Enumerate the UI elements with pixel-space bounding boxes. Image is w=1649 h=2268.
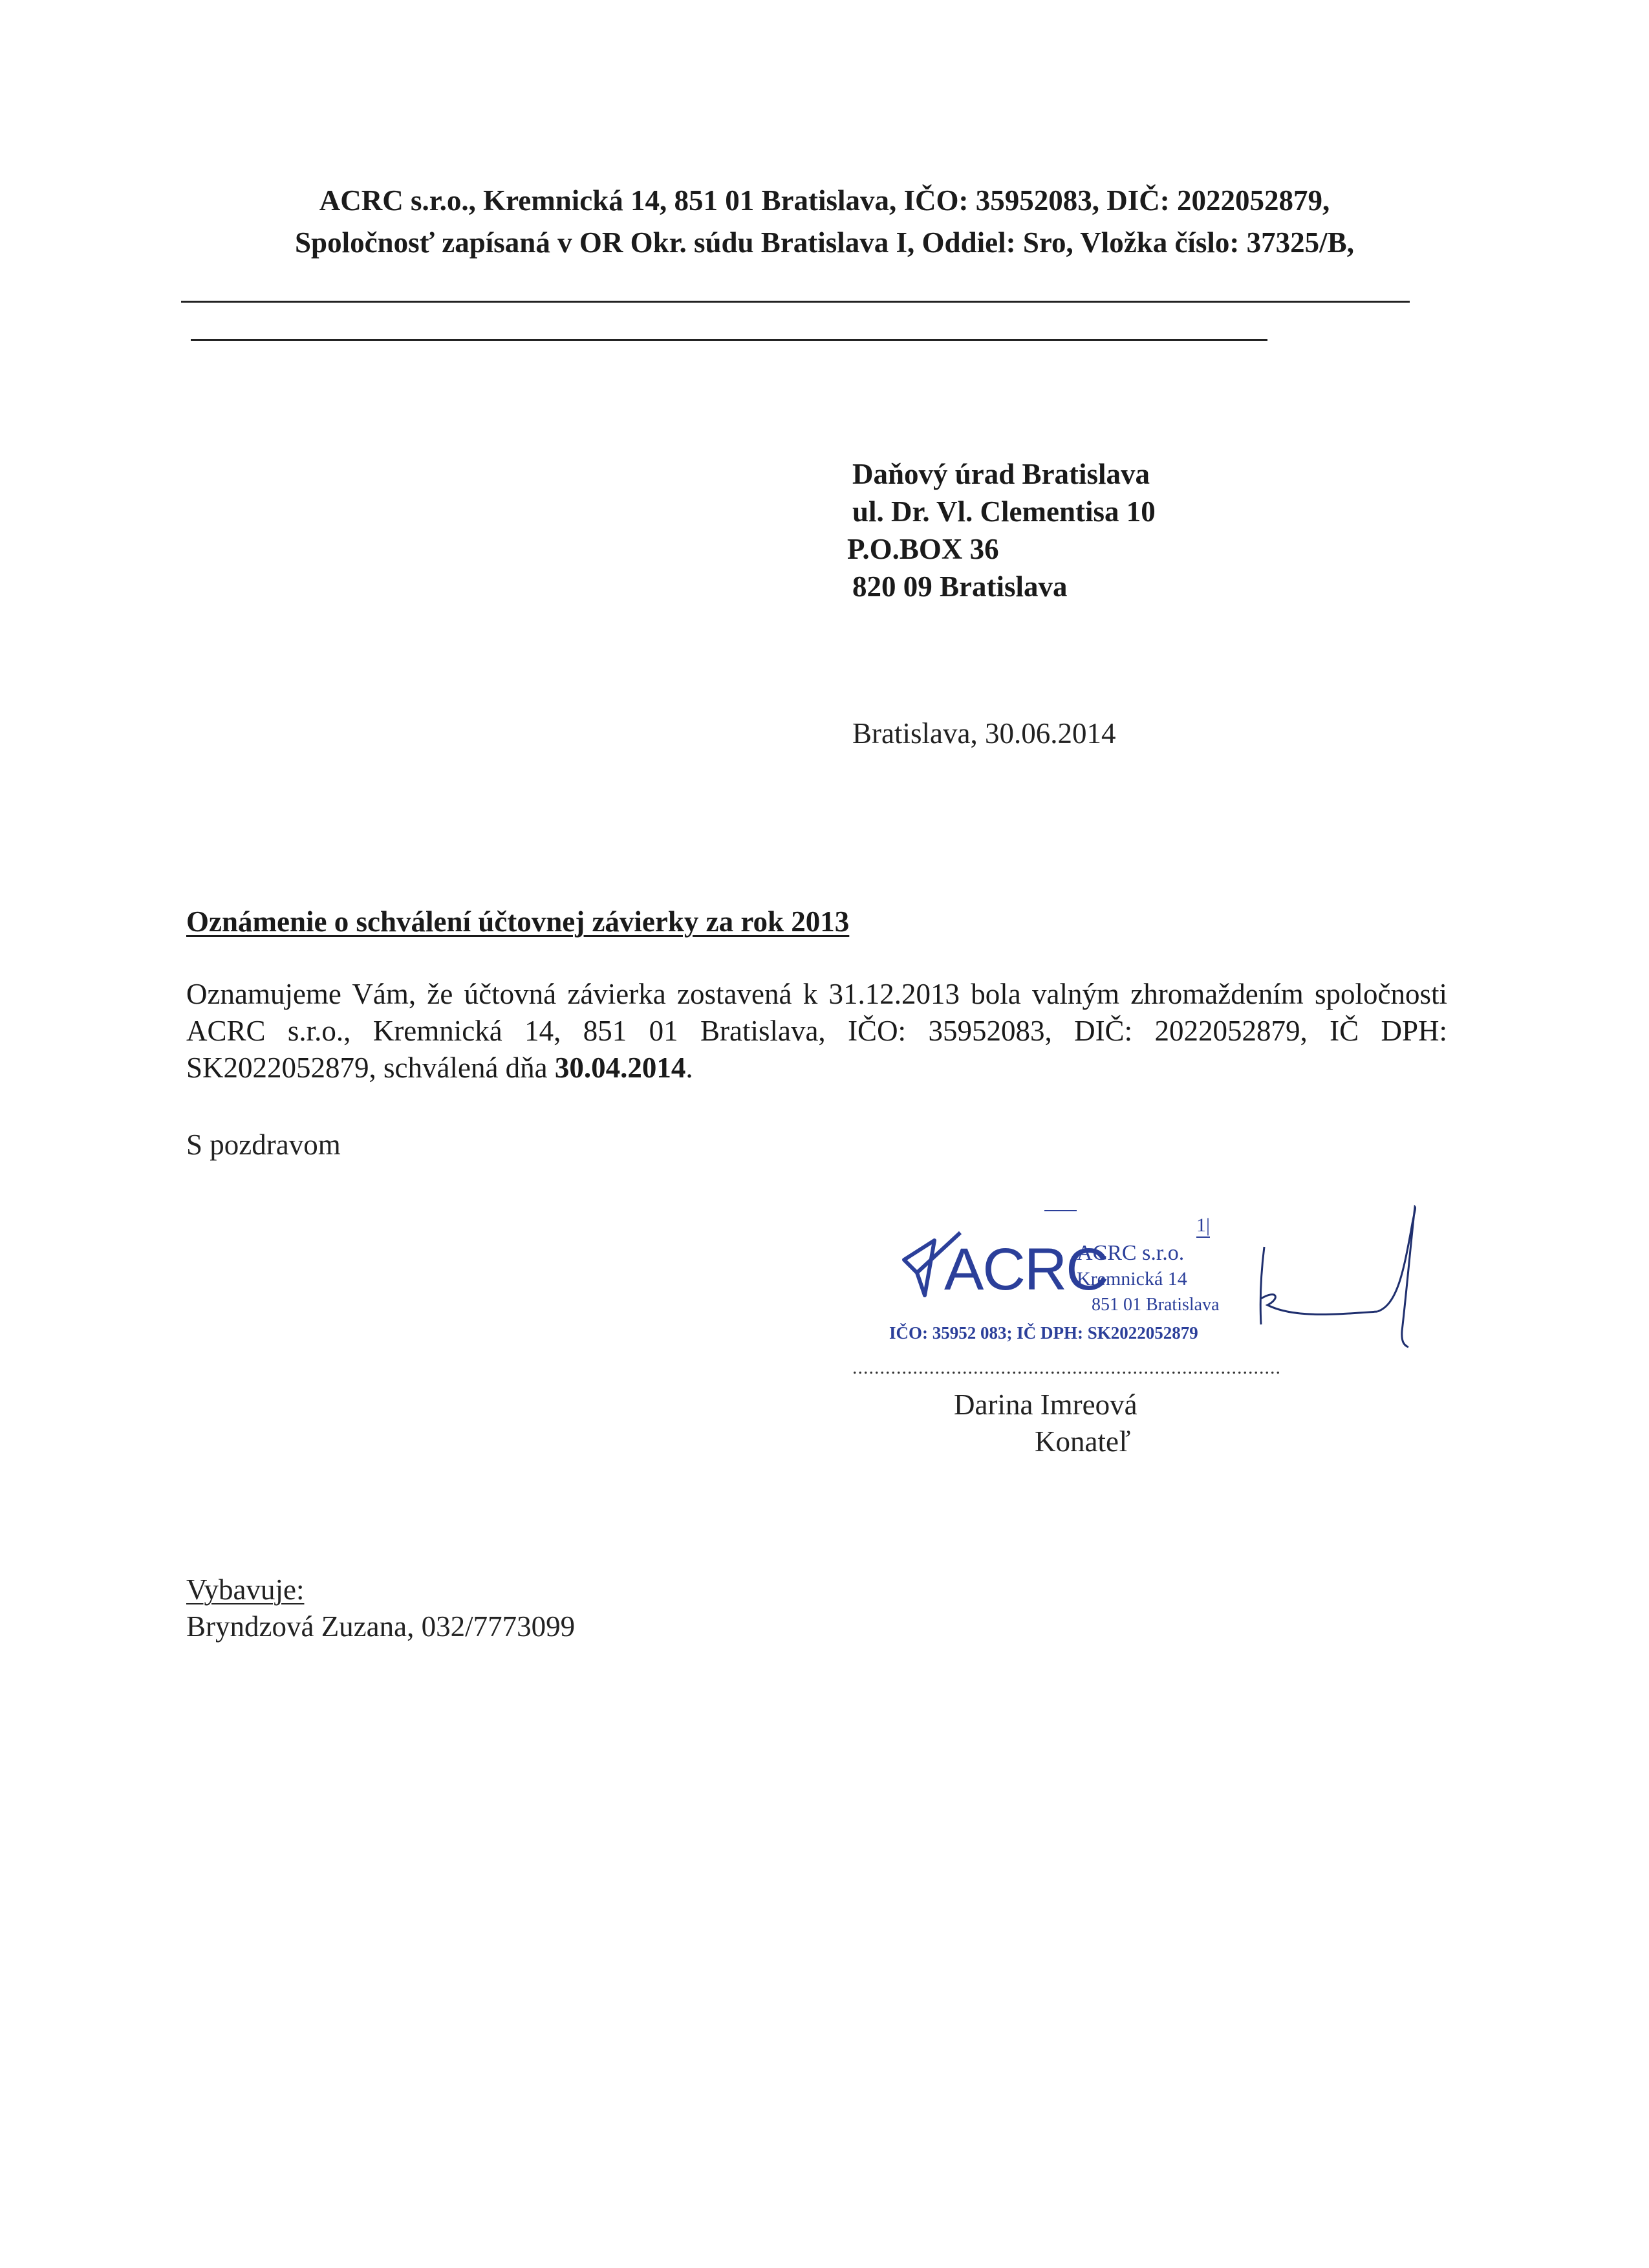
header-rule-long [181, 301, 1410, 303]
body-paragraph-text: Oznamujeme Vám, že účtovná závierka zostavená k 31.12.2013 bola valným zhromaždením spoločnosti ACRC s.r.o., Kremnická 14, 851 01 Bratislava, IČO: 35952083, DIČ: 2022052879, IČ DPH: SK2022052879, schválená dňa [186, 978, 1447, 1084]
body-paragraph-end: . [685, 1052, 693, 1084]
stamp-city: 851 01 Bratislava [1092, 1295, 1220, 1315]
handled-by-label: Vybavuje: [186, 1573, 305, 1606]
handwritten-signature [1242, 1202, 1455, 1357]
approval-date: 30.04.2014 [554, 1052, 686, 1084]
stamp-top-rule [1044, 1210, 1077, 1211]
stamp-mark: 1| [1196, 1215, 1210, 1238]
recipient-street: ul. Dr. Vl. Clementisa 10 [852, 495, 1156, 528]
stamp-logo-text: ACRC [944, 1237, 1108, 1302]
handled-by-label-wrap [186, 1571, 304, 1608]
date-line: Bratislava, 30.06.2014 [852, 717, 1116, 750]
header-rule-short [191, 339, 1267, 341]
stamp-street: Kremnická 14 [1077, 1268, 1187, 1290]
subject-heading [186, 903, 849, 940]
signature-line: .............................................................................. [852, 1357, 1281, 1378]
recipient-name: Daňový úrad Bratislava [852, 458, 1150, 490]
subject-text: Oznámenie o schválení účtovnej závierky za rok 2013 [186, 905, 850, 938]
company-stamp [886, 1202, 1235, 1350]
company-header-line-2: Spoločnosť zapísaná v OR Okr. súdu Bratislava I, Oddiel: Sro, Vložka číslo: 37325/B, [295, 226, 1354, 259]
signatory-name: Darina Imreová [954, 1388, 1137, 1421]
body-paragraph [186, 976, 1447, 1086]
stamp-ids: IČO: 35952 083; IČ DPH: SK2022052879 [889, 1323, 1198, 1343]
recipient-city: 820 09 Bratislava [852, 570, 1068, 603]
handled-by-value: Bryndzová Zuzana, 032/7773099 [186, 1610, 576, 1643]
company-header-line-1: ACRC s.r.o., Kremnická 14, 851 01 Bratislava, IČO: 35952083, DIČ: 2022052879, [319, 184, 1330, 217]
recipient-pobox: P.O.BOX 36 [847, 533, 999, 565]
stamp-company: ACRC s.r.o. [1077, 1241, 1185, 1265]
signatory-role: Konateľ [1035, 1425, 1131, 1458]
greeting: S pozdravom [186, 1129, 341, 1161]
